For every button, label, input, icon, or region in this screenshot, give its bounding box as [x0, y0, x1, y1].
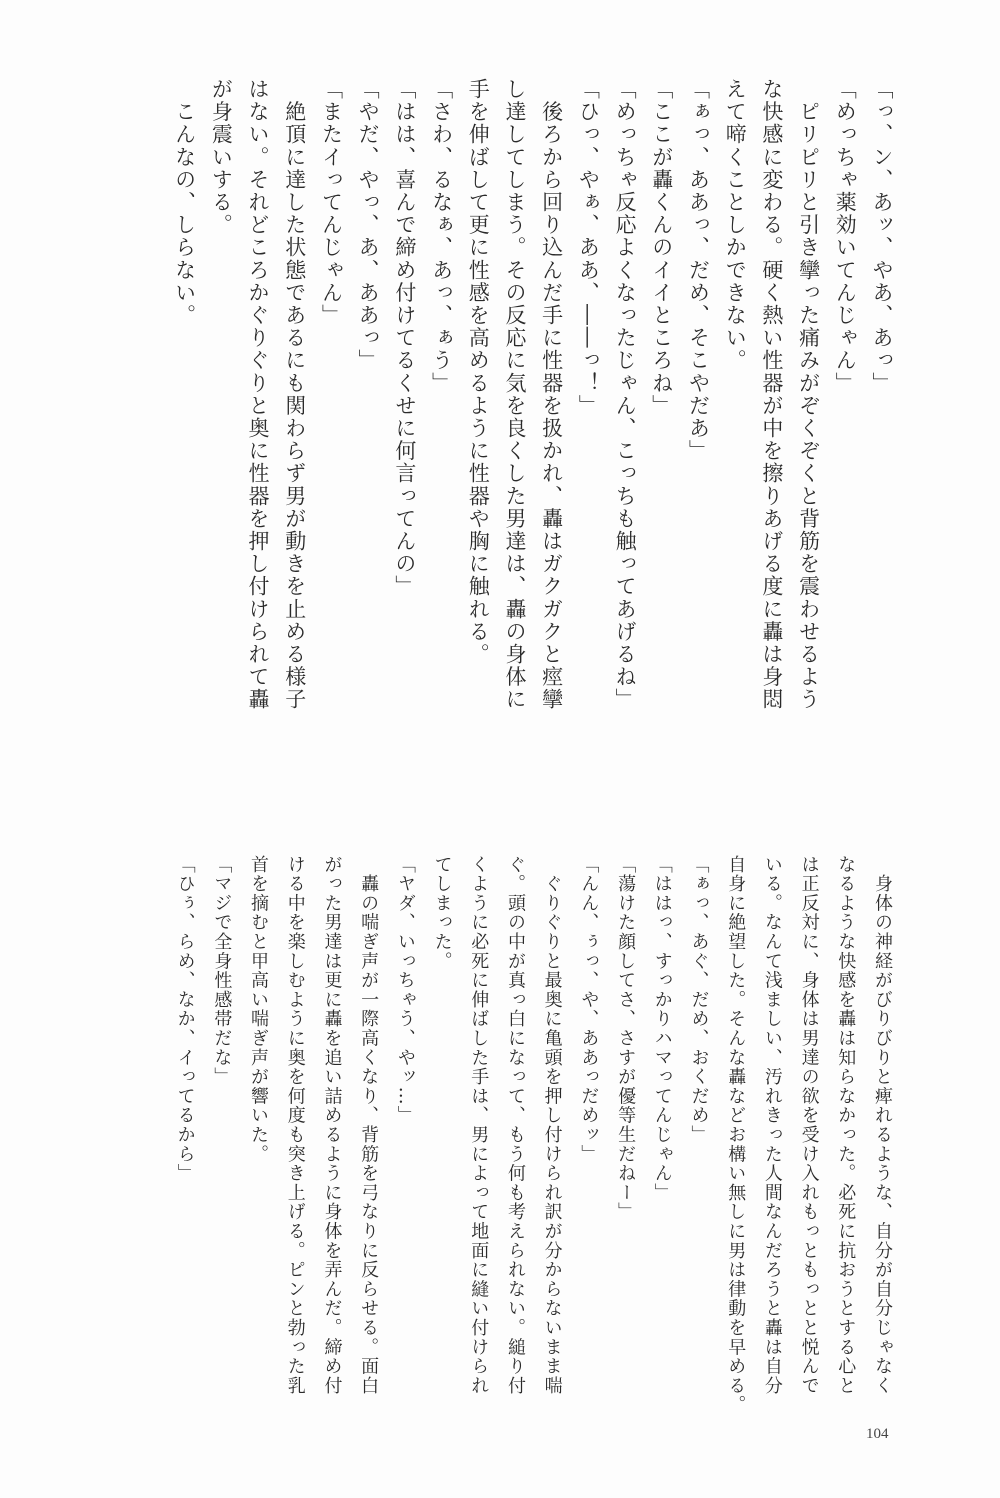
text-line: 「またイってんじゃん」	[319, 78, 344, 327]
text-line: 「ひぅ、らめ、なか、イってるから」	[174, 855, 196, 1184]
text-line: ぐ。頭の中が真っ白になって、もう何も考えられない。縋り付	[504, 855, 526, 1396]
text-line: てしまった。	[431, 855, 453, 971]
text-line: 手を伸ばして更に性感を高めるように性器や胸に触れる。	[466, 78, 491, 666]
text-line: 首を摘むと甲高い喘ぎ声が響いた。	[248, 855, 270, 1164]
text-line: ぐりぐりと最奥に亀頭を押し付けられ訳が分からないまま喘	[541, 855, 563, 1396]
text-line: は正反対に、身体は男達の欲を受け入れもっともっとと悦んで	[798, 855, 820, 1396]
text-line: 「めっちゃ反応よくなったじゃん、こっちも触ってあげるね」	[613, 78, 638, 711]
text-line: 「ヤダ、いっちゃう、やッ…」	[394, 855, 416, 1126]
text-line: 自身に絶望した。そんな轟などお構い無しに男は律動を早める。	[725, 855, 747, 1415]
text-line: えて啼くことしかできない。	[723, 78, 748, 372]
text-line: 「さわ、るなぁ、あっ、ぁう」	[429, 78, 454, 395]
text-line: はない。それどころかぐりぐりと奥に性器を押し付けられて轟	[246, 78, 271, 711]
text-line: な快感に変わる。硬く熱い性器が中を擦りあげる度に轟は身悶	[759, 78, 784, 711]
text-line: 「っ、ン、あッ、やあ、あっ」	[870, 78, 894, 395]
text-line: 轟の喘ぎ声が一際高くなり、背筋を弓なりに反らせる。面白	[358, 855, 380, 1396]
text-line: なるような快感を轟は知らなかった。必死に抗おうとする心と	[835, 855, 857, 1396]
text-line: ピリピリと引き攣った痛みがぞくぞくと背筋を震わせるよう	[796, 78, 821, 711]
text-line: いる。なんて浅ましい、汚れきった人間なんだろうと轟は自分	[761, 855, 783, 1396]
text-line: 「蕩けた顔してさ、さすが優等生だねー」	[615, 855, 637, 1222]
text-line: 「ははっ、すっかりハマってんじゃん」	[651, 855, 673, 1203]
text-line: 後ろから回り込んだ手に性器を扱かれ、轟はガクガクと痙攣	[539, 78, 564, 711]
text-line: 「はは、喜んで締め付けてるくせに何言ってんの」	[392, 78, 417, 598]
text-line: 「ぁっ、ああっ、だめ、そこやだあ」	[686, 78, 711, 463]
text-line: 絶頂に達した状態であるにも関わらず男が動きを止める様子	[282, 78, 307, 711]
text-line: 「ここが轟くんのイイところね」	[649, 78, 674, 417]
text-line: 身体の神経がびりびりと痺れるような、自分が自分じゃなく	[872, 855, 893, 1396]
text-line: 「ぁっ、あぐ、だめ、おくだめ」	[688, 855, 710, 1145]
text-block-upper	[166, 78, 900, 723]
page-number: 104	[866, 1426, 889, 1442]
text-line: が身震いする。	[209, 78, 234, 237]
text-block-lower	[166, 855, 900, 1415]
text-line: 「ひっ、やぁ、ああ、――っ！」	[576, 78, 601, 417]
text-line: 「めっちゃ薬効いてんじゃん」	[833, 78, 858, 395]
text-line: し達してしまう。その反応に気を良くした男達は、轟の身体に	[502, 78, 527, 711]
text-line: 「やだ、やっ、あ、ああっ」	[356, 78, 381, 372]
text-line: 「マジで全身性感帯だな」	[211, 855, 233, 1087]
text-line: ける中を楽しむように奥を何度も突き上げる。ピンと勃った乳	[284, 855, 306, 1396]
text-line: がった男達は更に轟を追い詰めるように身体を弄んだ。締め付	[321, 855, 343, 1396]
text-line: くように必死に伸ばした手は、男によって地面に縫い付けられ	[468, 855, 490, 1396]
text-line: 「んん、ぅっ、や、ああっだめッ」	[578, 855, 600, 1164]
text-line: こんなの、しらない。	[172, 78, 197, 327]
